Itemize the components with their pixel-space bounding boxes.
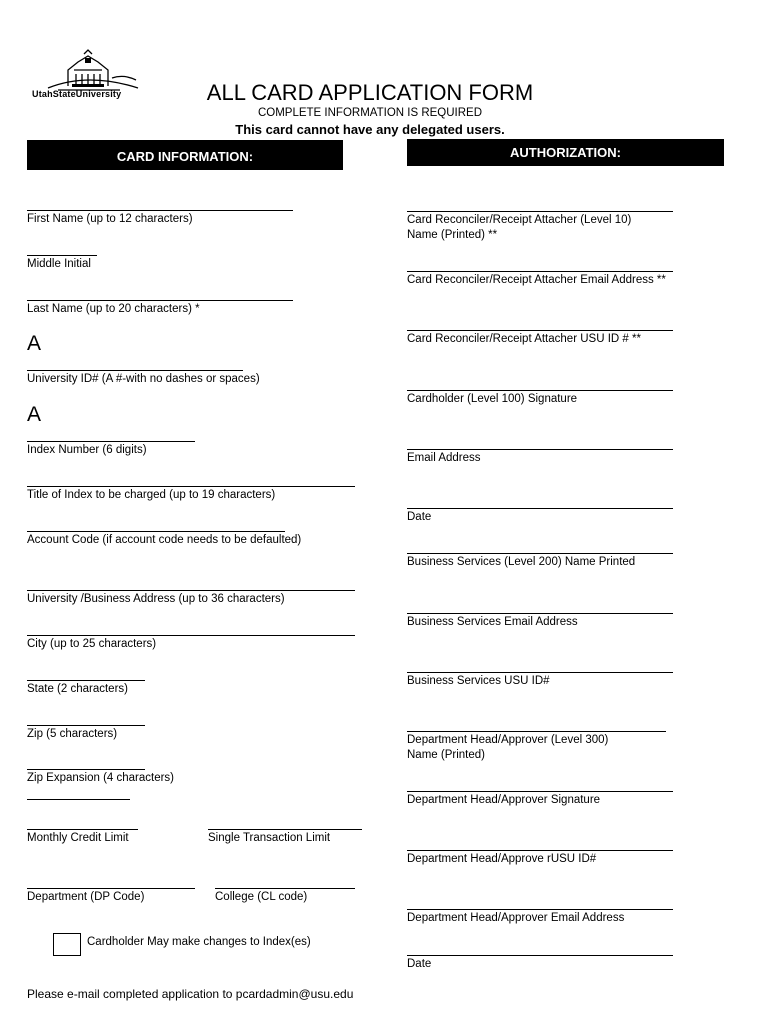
address-field[interactable] [27, 590, 355, 591]
middle-initial-label: Middle Initial [27, 258, 91, 270]
reconciler-id-field[interactable] [407, 330, 673, 331]
last-name-field[interactable] [27, 300, 293, 301]
zip-expansion-extra-line[interactable] [27, 799, 130, 800]
college-label: College (CL code) [215, 891, 308, 903]
bs-name-field[interactable] [407, 553, 673, 554]
city-label: City (up to 25 characters) [27, 638, 157, 650]
state-field[interactable] [27, 680, 145, 681]
footer-note: Please e-mail completed application to pcardadmin@usu.edu [27, 987, 354, 1001]
monthly-limit-field[interactable] [27, 829, 138, 830]
account-code-label: Account Code (if account code needs to be defaulted) [27, 534, 302, 546]
account-code-field[interactable] [27, 531, 285, 532]
form-subtitle: COMPLETE INFORMATION IS REQUIRED [257, 107, 483, 119]
zip-field[interactable] [27, 725, 145, 726]
single-limit-label: Single Transaction Limit [208, 832, 331, 844]
reconciler-email-label: Card Reconciler/Receipt Attacher Email Address ** [407, 274, 666, 286]
index-number-prefix: A [27, 403, 42, 426]
city-field[interactable] [27, 635, 355, 636]
zip-expansion-label: Zip Expansion (4 characters) [27, 772, 175, 784]
bs-email-label: Business Services Email Address [407, 616, 578, 628]
bs-id-label: Business Services USU ID# [407, 675, 550, 687]
middle-initial-field[interactable] [27, 255, 97, 256]
date-label-2: Date [407, 958, 432, 970]
index-change-label: Cardholder May make changes to Index(es) [87, 936, 311, 948]
dh-email-label: Department Head/Approver Email Address [407, 912, 625, 924]
dh-signature-label: Department Head/Approver Signature [407, 794, 601, 806]
single-limit-field[interactable] [208, 829, 362, 830]
dh-signature-field[interactable] [407, 791, 673, 792]
zip-label: Zip (5 characters) [27, 728, 118, 740]
cardholder-signature-label: Cardholder (Level 100) Signature [407, 393, 578, 405]
university-id-field[interactable] [27, 370, 243, 371]
department-field[interactable] [27, 888, 195, 889]
bs-email-field[interactable] [407, 613, 673, 614]
card-information-heading: CARD INFORMATION: [27, 140, 343, 170]
date-label-1: Date [407, 511, 432, 523]
form-notice: This card cannot have any delegated users. [235, 122, 505, 137]
college-field[interactable] [215, 888, 355, 889]
dh-email-field[interactable] [407, 909, 673, 910]
bs-name-label: Business Services (Level 200) Name Printed [407, 556, 636, 568]
reconciler-email-field[interactable] [407, 271, 673, 272]
state-label: State (2 characters) [27, 683, 128, 695]
reconciler-id-label: Card Reconciler/Receipt Attacher USU ID # ** [407, 333, 641, 345]
email-field[interactable] [407, 449, 673, 450]
bs-id-field[interactable] [407, 672, 673, 673]
dh-name-label-2: Name (Printed) [407, 749, 485, 761]
dh-id-label: Department Head/Approve rUSU ID# [407, 853, 597, 865]
cardholder-signature-field[interactable] [407, 390, 673, 391]
date-field-1[interactable] [407, 508, 673, 509]
dh-id-field[interactable] [407, 850, 673, 851]
index-change-checkbox[interactable] [53, 933, 81, 956]
reconciler-name-field[interactable] [407, 211, 673, 212]
university-id-prefix: A [27, 332, 42, 355]
form-title: ALL CARD APPLICATION FORM [206, 80, 534, 105]
reconciler-name-label-2: Name (Printed) ** [407, 229, 498, 241]
index-number-field[interactable] [27, 441, 195, 442]
index-number-label: Index Number (6 digits) [27, 444, 147, 456]
email-label: Email Address [407, 452, 481, 464]
zip-expansion-field[interactable] [27, 769, 145, 770]
address-label: University /Business Address (up to 36 characters) [27, 593, 285, 605]
first-name-label: First Name (up to 12 characters) [27, 213, 193, 225]
dh-name-label-1: Department Head/Approver (Level 300) [407, 734, 609, 746]
logo-text: UtahStateUniversity [32, 89, 122, 99]
dh-name-field[interactable] [407, 731, 666, 732]
last-name-label: Last Name (up to 20 characters) * [27, 303, 200, 315]
title-of-index-field[interactable] [27, 486, 355, 487]
university-id-label: University ID# (A #-with no dashes or spaces) [27, 373, 260, 385]
first-name-field[interactable] [27, 210, 293, 211]
date-field-2[interactable] [407, 955, 673, 956]
authorization-heading: AUTHORIZATION: [407, 139, 724, 166]
reconciler-name-label-1: Card Reconciler/Receipt Attacher (Level 10) [407, 214, 632, 226]
department-label: Department (DP Code) [27, 891, 145, 903]
title-of-index-label: Title of Index to be charged (up to 19 characters) [27, 489, 276, 501]
monthly-limit-label: Monthly Credit Limit [27, 832, 129, 844]
